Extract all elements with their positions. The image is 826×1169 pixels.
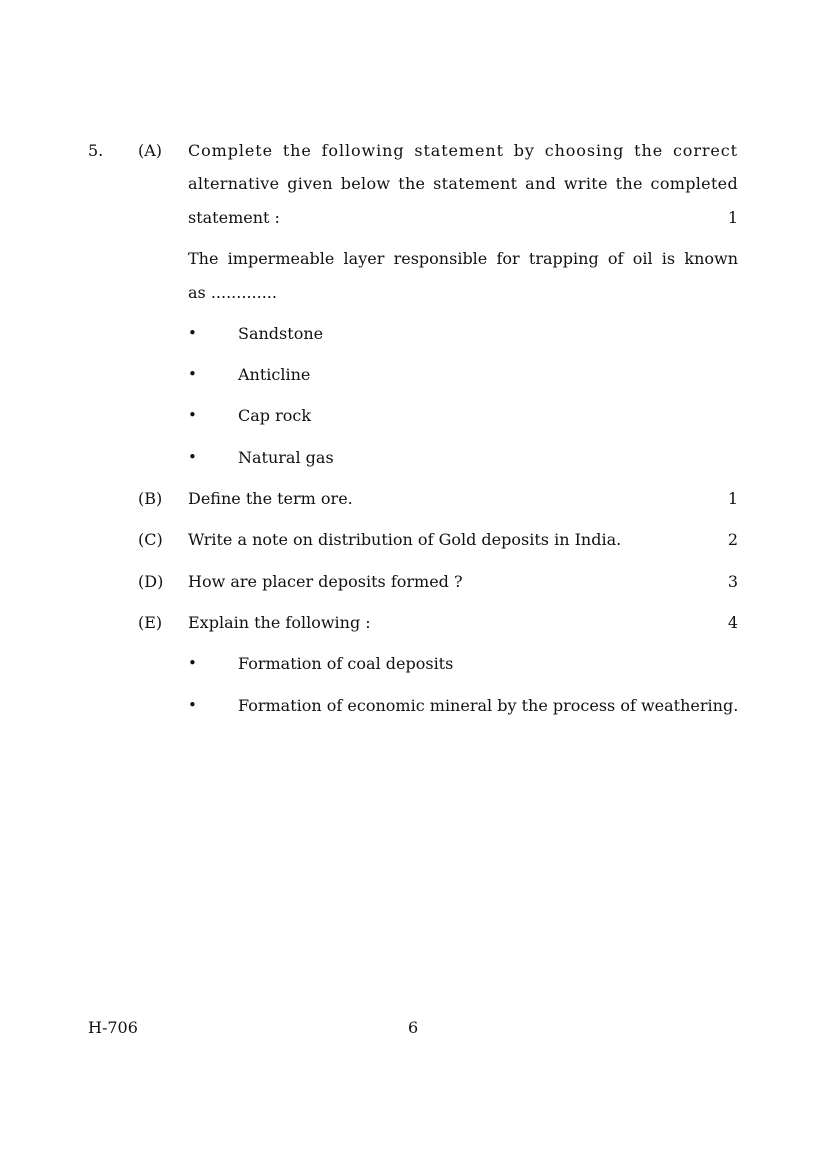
- question-number: 5.: [88, 141, 104, 160]
- option-bullet: •: [188, 365, 197, 383]
- part-e-text: Explain the following :: [188, 613, 371, 632]
- part-c-label: (C): [138, 530, 163, 549]
- part-a-instruction-line-3: statement :: [188, 208, 280, 227]
- item-weathering: Formation of economic mineral by the process of weathering.: [238, 696, 739, 715]
- part-a-label: (A): [138, 141, 163, 160]
- part-d-text: How are placer deposits formed ?: [188, 572, 463, 591]
- part-a-instruction-line-1: Complete the following statement by choosing the correct: [188, 141, 738, 160]
- part-a-marks: 1: [727, 208, 738, 227]
- item-bullet: •: [188, 654, 197, 672]
- part-a-statement-line-2: as .............: [188, 283, 277, 302]
- part-a-statement-line-1: The impermeable layer responsible for trapping of oil is known: [188, 249, 738, 268]
- option-sandstone: Sandstone: [238, 324, 324, 343]
- option-anticline: Anticline: [238, 365, 311, 384]
- option-bullet: •: [188, 324, 197, 342]
- option-natural-gas: Natural gas: [238, 448, 334, 467]
- part-d-label: (D): [138, 572, 164, 591]
- part-b-text: Define the term ore.: [188, 489, 353, 508]
- part-d-marks: 3: [727, 572, 738, 591]
- part-e-marks: 4: [727, 613, 738, 632]
- option-bullet: •: [188, 406, 197, 424]
- item-coal-deposits: Formation of coal deposits: [238, 654, 454, 673]
- item-bullet: •: [188, 696, 197, 714]
- page-number: 6: [408, 1018, 419, 1037]
- part-a-instruction-line-2: alternative given below the statement and write the completed: [188, 174, 738, 193]
- part-c-text: Write a note on distribution of Gold deposits in India.: [188, 530, 622, 549]
- part-b-label: (B): [138, 489, 163, 508]
- part-c-marks: 2: [727, 530, 738, 549]
- paper-code: H-706: [88, 1018, 138, 1037]
- option-cap-rock: Cap rock: [238, 406, 312, 425]
- part-e-label: (E): [138, 613, 163, 632]
- part-b-marks: 1: [727, 489, 738, 508]
- option-bullet: •: [188, 448, 197, 466]
